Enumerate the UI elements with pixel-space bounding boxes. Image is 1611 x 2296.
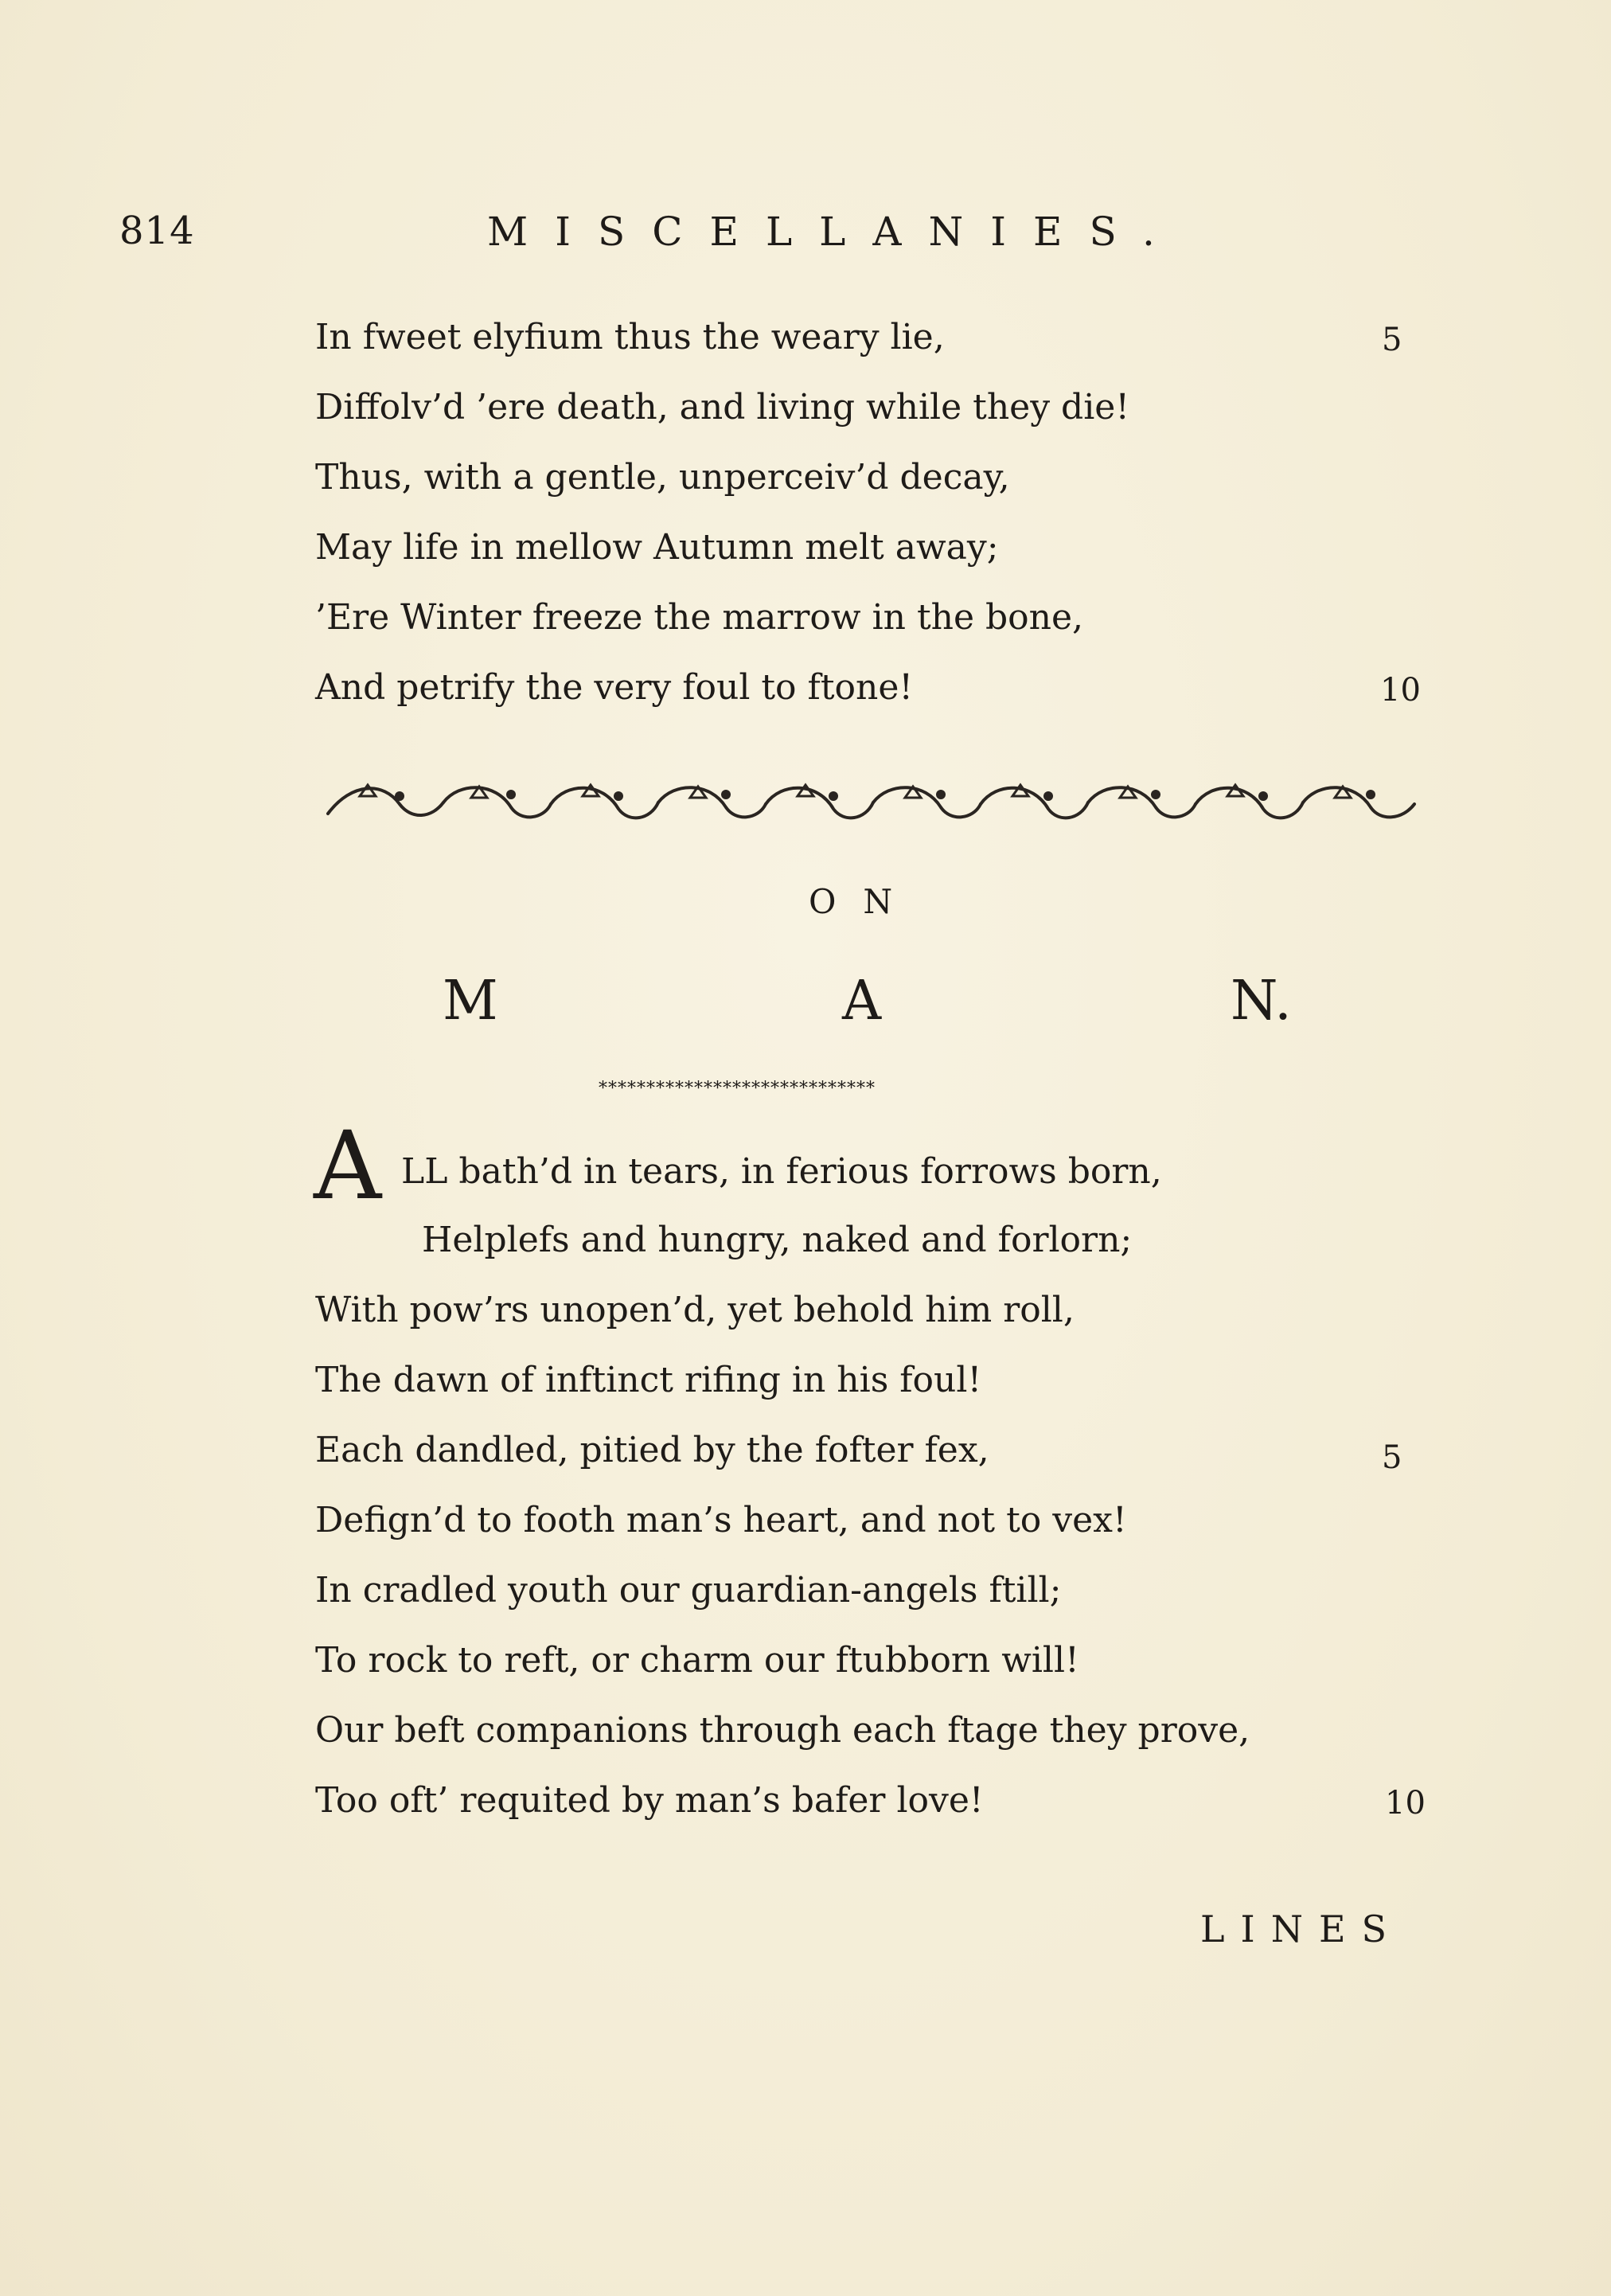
poem-line: LL bath’d in tears, in ferious forrows born, (401, 1151, 1162, 1192)
decorative-fleuron-band-icon (312, 772, 1426, 828)
poem-line: And petrify the very foul to ftone! (315, 667, 914, 708)
poem-line: Our beft companions through each ftage they prove, (315, 1710, 1250, 1751)
line-number: 10 (1385, 1785, 1426, 1822)
line-number: 10 (1380, 672, 1421, 709)
catchword: LINES (1200, 1907, 1403, 1950)
drop-cap: A (314, 1111, 382, 1220)
poem-title-on: ON (809, 882, 920, 921)
poem-title-letter: A (842, 970, 882, 1033)
poem-line: May life in mellow Autumn melt away; (315, 527, 999, 568)
page-number: 814 (119, 209, 195, 253)
poem-line: With pow’rs unopen’d, yet behold him roll, (315, 1290, 1075, 1330)
poem-line: Thus, with a gentle, unperceiv’d decay, (315, 457, 1010, 498)
poem-line: Diffolv’d ’ere death, and living while they die! (315, 387, 1129, 428)
poem-line: In cradled youth our guardian-angels ftill; (315, 1570, 1062, 1611)
poem-line: Too oft’ requited by man’s bafer love! (315, 1780, 984, 1821)
poem-line: In fweet elyfium thus the weary lie, (315, 317, 945, 357)
poem-title-letter: N. (1231, 970, 1292, 1033)
poem-line: ’Ere Winter freeze the marrow in the bone, (315, 597, 1084, 638)
poem-line: Helplefs and hungry, naked and forlorn; (422, 1220, 1133, 1260)
poem-line: Each dandled, pitied by the fofter fex, (315, 1430, 989, 1470)
line-number: 5 (1382, 322, 1402, 358)
running-title: MISCELLANIES. (487, 209, 1182, 255)
asterisk-rule: ***************************** (599, 1079, 876, 1099)
line-number: 5 (1382, 1439, 1402, 1476)
poem-line: To rock to reft, or charm our ftubborn will! (315, 1640, 1079, 1681)
poem-line: Defign’d to footh man’s heart, and not to vex! (315, 1500, 1127, 1540)
poem-title-letter: M (443, 970, 498, 1033)
poem-line: The dawn of inftinct rifing in his foul! (315, 1360, 982, 1400)
